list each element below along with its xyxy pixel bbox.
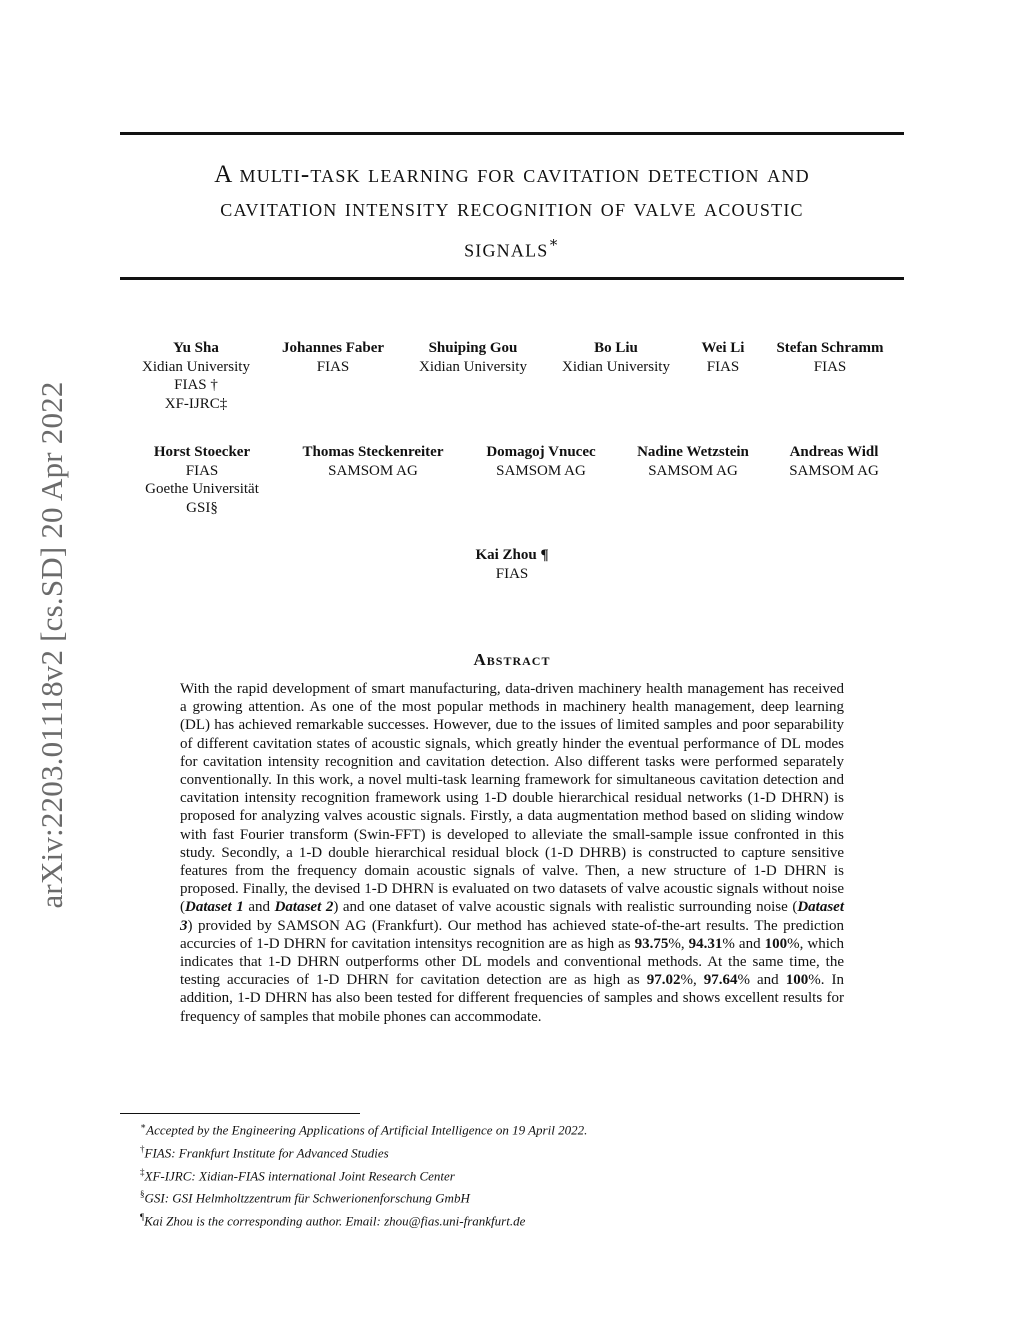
author-affiliation: FIAS — [495, 565, 529, 582]
footnote — [140, 1117, 900, 1140]
title-footnote-mark: ∗ — [548, 235, 560, 251]
author-name: Domagoj Vnucec — [486, 444, 596, 460]
author-affiliation: GSI§ — [186, 499, 218, 516]
abstract-accuracy-value: 97.64 — [703, 972, 738, 989]
abstract-text: %. In addition, 1-D DHRN has also been tested for different frequencies of samples and shows excellent results for frequency of samples that mobile phones can accommodate. — [180, 972, 844, 1025]
author-name: Johannes Faber — [281, 340, 385, 356]
author-affiliation: Xidian University — [142, 358, 250, 375]
author-affiliation: SAMSOM AG — [789, 462, 879, 479]
abstract-text: ) and one dataset of valve acoustic signals with realistic surrounding noise ( — [333, 899, 798, 916]
arxiv-identifier: arXiv:2203.01118v2 [cs.SD] 20 Apr 2022 — [34, 381, 69, 909]
author-affiliation: Goethe Universität — [145, 481, 259, 497]
author-affiliation: Xidian University — [419, 358, 527, 375]
author-affiliation: FIAS — [813, 358, 847, 375]
footnote — [140, 1208, 900, 1231]
abstract-heading: Abstract — [473, 650, 551, 669]
author-name: Yu Sha — [173, 340, 219, 356]
author-affiliation: SAMSOM AG — [648, 462, 738, 479]
abstract-text: %, — [668, 935, 689, 952]
footnote-mark: ∗ — [140, 1121, 147, 1131]
author-name: Wei Li — [701, 340, 745, 356]
author-block — [776, 339, 883, 376]
author-name: Bo Liu — [594, 340, 638, 356]
title-top-rule — [120, 132, 904, 135]
title-line: A multi-task learning for cavitation detection and — [214, 161, 810, 188]
author-block — [789, 443, 879, 480]
title-line-text: signals — [464, 235, 549, 263]
abstract-accuracy-value: 94.31 — [688, 935, 723, 952]
abstract-text: and — [243, 899, 275, 916]
abstract-text: %, which indicates that 1-D DHRN outperforms other DL models and conventional methods. At the same time, the testing accuracies of 1-D DHRN for cavitation detection are as high as — [180, 935, 845, 989]
abstract-dataset-name: Dataset 1 — [185, 899, 244, 916]
paper-title — [120, 158, 904, 266]
author-name: Stefan Schramm — [776, 340, 884, 356]
author-block — [419, 339, 527, 376]
footnote-mark: ¶ — [140, 1212, 145, 1223]
author-affiliation: SAMSOM AG — [328, 462, 418, 479]
author-block — [282, 339, 384, 376]
author-affiliation: XF-IJRC‡ — [164, 395, 228, 412]
author-name: Shuiping Gou — [428, 340, 518, 356]
abstract-accuracy-value: 97.02 — [646, 972, 681, 989]
abstract-accuracy-value: 100 — [764, 935, 788, 952]
author-row-3 — [120, 546, 904, 626]
footnote-text: Accepted by the Engineering Applications of Artificial Intelligence on 19 April 2022. — [146, 1122, 588, 1138]
abstract-dataset-name: Dataset 3 — [180, 899, 844, 934]
author-affiliation: SAMSOM AG — [496, 462, 586, 479]
footnote-mark: § — [140, 1189, 145, 1200]
footnote — [140, 1140, 900, 1163]
abstract-text: % and — [737, 972, 786, 989]
author-block — [303, 443, 444, 480]
abstract-accuracy-value: 93.75 — [634, 935, 669, 952]
footnote-mark: ‡ — [140, 1166, 145, 1177]
abstract-text: % and — [722, 935, 765, 952]
abstract-body — [180, 680, 844, 1026]
author-block — [475, 546, 548, 583]
author-name: Kai Zhou ¶ — [475, 547, 549, 563]
author-name: Andreas Widl — [789, 444, 879, 460]
author-block — [486, 443, 595, 480]
author-affiliation: FIAS — [316, 358, 350, 375]
author-row-1 — [120, 339, 904, 419]
author-row-2 — [120, 443, 904, 523]
author-block — [562, 339, 670, 376]
title-bottom-rule — [120, 277, 904, 280]
author-affiliation: Xidian University — [562, 358, 670, 375]
author-block — [142, 339, 250, 413]
abstract-dataset-name: Dataset 2 — [274, 899, 334, 916]
title-line — [120, 226, 904, 266]
footnote — [140, 1185, 900, 1208]
author-affiliation: FIAS — [706, 358, 740, 375]
abstract-accuracy-value: 100 — [785, 972, 809, 989]
abstract-text: With the rapid development of smart manufacturing, data-driven machinery health management has received a growing attention. As one of the most popular methods in machinery health management, deep learning (DL) has achieved remarkable successes. However, due to the issues of limited samples and poor separability of different cavitation states of acoustic signals, which greatly hinder the eventual performance of DL modes for cavitation intensity recognition and cavitation detection. Also different tasks were performed separately conventionally. In this work, a novel multi-task learning framework for simultaneous cavitation detection and cavitation intensity recognition framework using 1-D double hierarchical residual networks (1-D DHRN) is proposed for analyzing valves acoustic signals. Firstly, a data augmentation method based on sliding window with fast Fourier transform (Swin-FFT) is developed to alleviate the small-sample issue confronted in this study. Secondly, a 1-D double hierarchical residual block (1-D DHRB) is constructed to capture sensitive features from the frequency domain acoustic signals of valve. Then, a new structure of 1-D DHRN is proposed. Finally, the devised 1-D DHRN is evaluated on two datasets of valve acoustic signals without noise ( — [180, 681, 844, 916]
author-block — [637, 443, 749, 480]
author-name: Nadine Wetzstein — [637, 444, 749, 460]
footnote-rule — [120, 1113, 360, 1114]
footnote-text: Kai Zhou is the corresponding author. Email: zhou@fias.uni-frankfurt.de — [144, 1213, 526, 1229]
footnote-text: FIAS: Frankfurt Institute for Advanced Studies — [144, 1145, 389, 1161]
author-block — [702, 339, 745, 376]
author-name: Thomas Steckenreiter — [302, 444, 444, 460]
footnote — [140, 1163, 900, 1186]
footnotes — [140, 1117, 900, 1231]
footnote-text: XF-IJRC: Xidian-FIAS international Joint Research Center — [144, 1167, 455, 1183]
footnote-mark: † — [140, 1143, 145, 1154]
author-affiliation: FIAS † — [174, 377, 218, 393]
title-line: cavitation intensity recognition of valve acoustic — [220, 195, 804, 222]
author-block — [145, 443, 259, 517]
footnote-text: GSI: GSI Helmholtzzentrum für Schwerionenforschung GmbH — [144, 1190, 470, 1206]
abstract-text: ) provided by SAMSON AG (Frankfurt). Our method has achieved state-of-the-art results. The prediction accurcies of 1-D DHRN for cavitation intensitys recognition are as high as — [180, 917, 844, 952]
author-name: Horst Stoecker — [153, 444, 251, 460]
author-affiliation: FIAS — [185, 462, 219, 479]
abstract-text: %, — [680, 972, 704, 989]
